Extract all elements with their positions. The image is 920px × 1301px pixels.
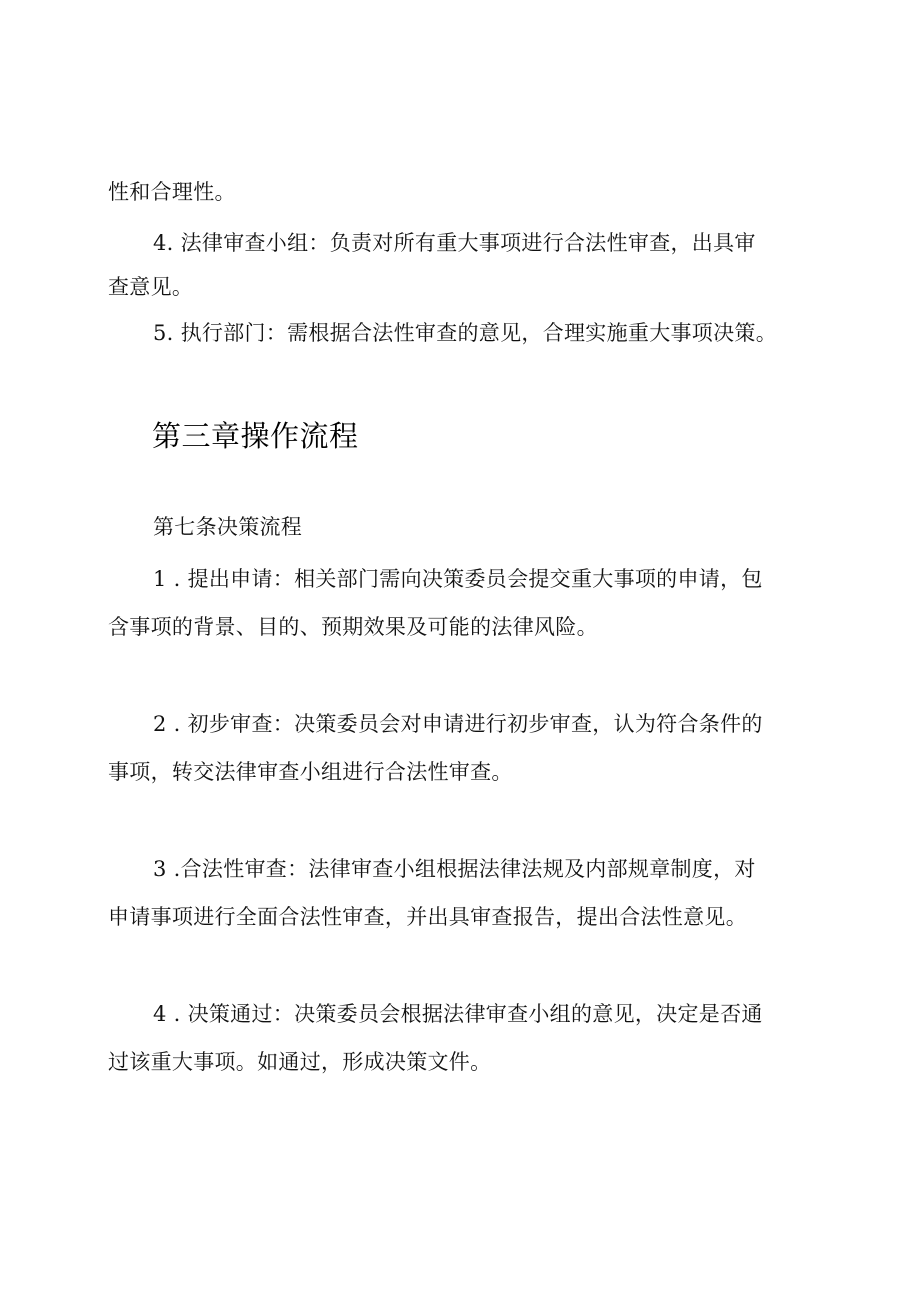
step1-line1: 1 . 提出申请：相关部门需向决策委员会提交重大事项的申请，包 — [153, 567, 763, 591]
continuation-text: 性和合理性。 — [108, 180, 236, 204]
item4-line2: 查意见。 — [108, 275, 194, 299]
step1-line2: 含事项的背景、目的、预期效果及可能的法律风险。 — [108, 615, 598, 639]
step2-line1: 2 . 初步审查：决策委员会对申请进行初步审查，认为符合条件的 — [153, 712, 763, 736]
step3-line1: 3 .合法性审查：法律审查小组根据法律法规及内部规章制度，对 — [153, 857, 756, 881]
step4-line1: 4 . 决策通过：决策委员会根据法律审查小组的意见，决定是否通 — [153, 1002, 763, 1026]
step2-line2: 事项，转交法律审查小组进行合法性审查。 — [108, 760, 513, 784]
step3-line2: 申请事项进行全面合法性审查，并出具审查报告，提出合法性意见。 — [108, 905, 747, 929]
chapter-title: 第三章操作流程 — [152, 419, 359, 453]
item4-line1: 4. 法律审查小组：负责对所有重大事项进行合法性审查，出具审 — [153, 231, 756, 255]
step4-line2: 过该重大事项。如通过，形成决策文件。 — [108, 1050, 492, 1074]
item5-line1: 5. 执行部门：需根据合法性审查的意见，合理实施重大事项决策。 — [153, 321, 778, 345]
article-title: 第七条决策流程 — [153, 515, 303, 539]
